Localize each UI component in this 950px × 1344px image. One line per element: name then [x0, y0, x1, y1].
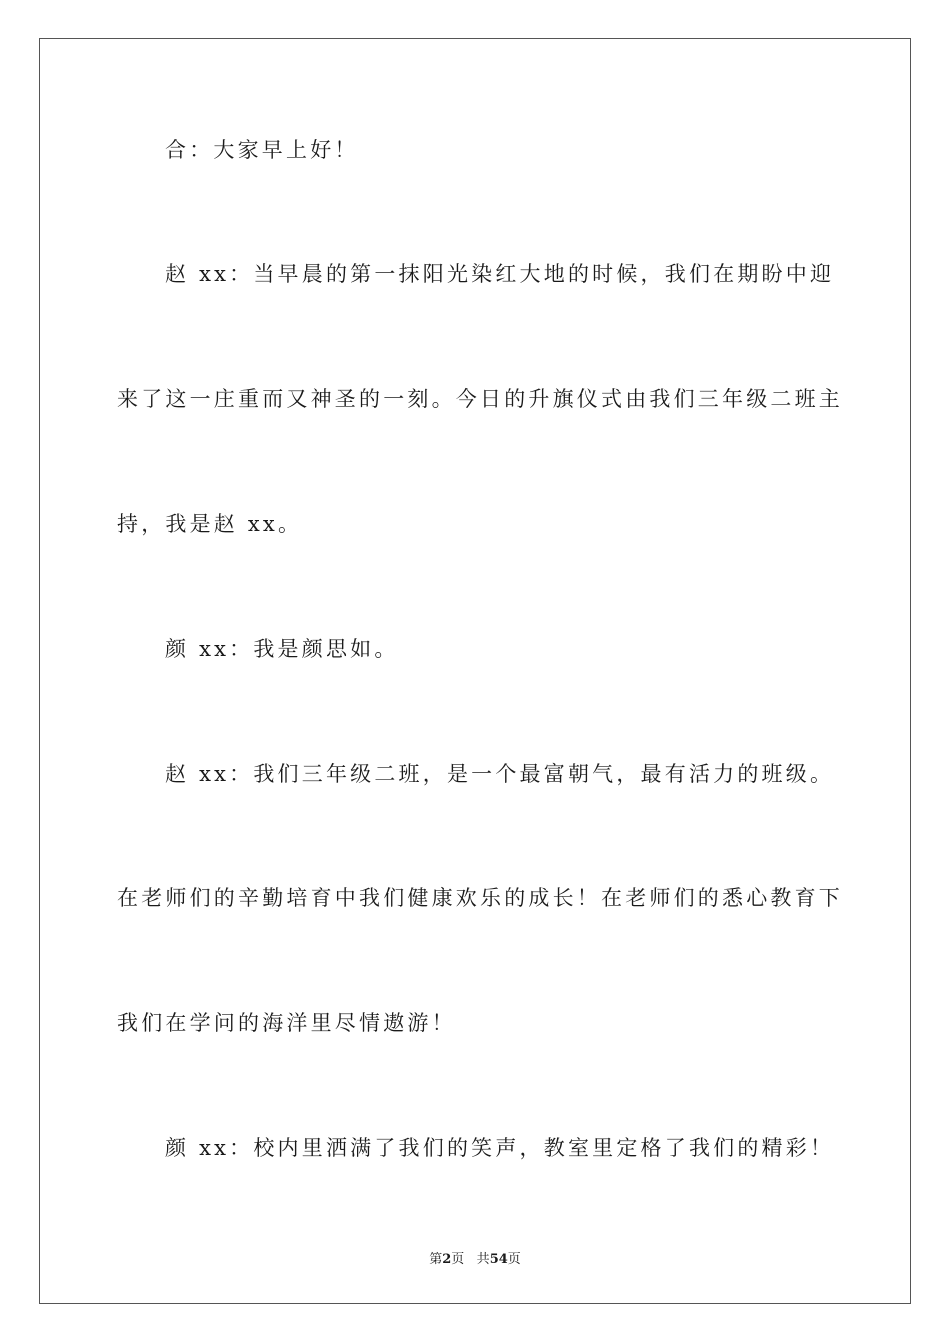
total-suffix: 页 — [507, 1252, 521, 1267]
paragraph-line: 合：大家早上好！ — [165, 138, 359, 162]
total-prefix: 共 — [476, 1252, 490, 1267]
page-footer — [0, 1248, 950, 1267]
total-pages: 54 — [489, 1252, 508, 1267]
paragraph-line: 来了这一庄重而又神圣的一刻。今日的升旗仪式由我们三年级二班主 — [117, 387, 843, 411]
paragraph-line: 持，我是赵 xx。 — [117, 512, 303, 536]
page-prefix: 第 — [429, 1252, 443, 1267]
paragraph-line: 赵 xx：我们三年级二班，是一个最富朝气，最有活力的班级。 — [165, 762, 835, 786]
page-number: 2 — [442, 1252, 452, 1267]
paragraph-line: 赵 xx：当早晨的第一抹阳光染红大地的时候，我们在期盼中迎 — [165, 262, 835, 286]
page-frame — [39, 38, 911, 1304]
paragraph-line: 我们在学问的海洋里尽情遨游！ — [117, 1011, 456, 1035]
page-suffix: 页 — [451, 1252, 465, 1267]
paragraph-line: 颜 xx：校内里洒满了我们的笑声，教室里定格了我们的精彩！ — [165, 1136, 835, 1160]
paragraph-line: 在老师们的辛勤培育中我们健康欢乐的成长！在老师们的悉心教育下 — [117, 886, 843, 910]
paragraph-line: 颜 xx：我是颜思如。 — [165, 637, 399, 661]
